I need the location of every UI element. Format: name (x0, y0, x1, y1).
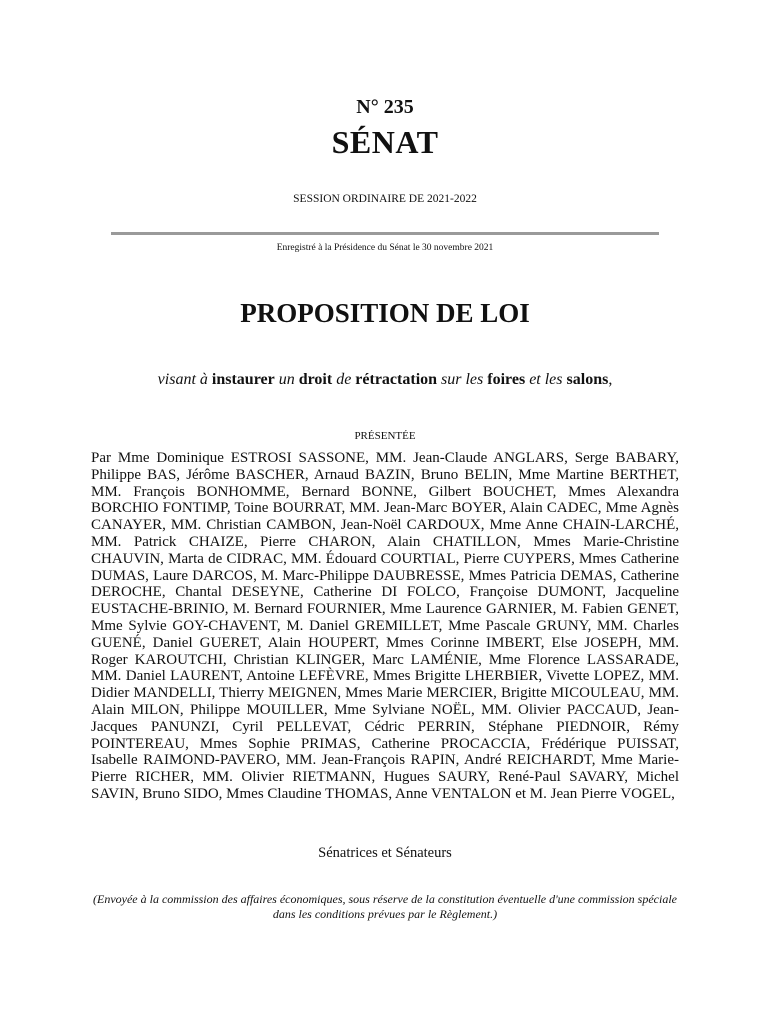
bill-number: N° 235 (356, 96, 414, 118)
session-line: SESSION ORDINAIRE DE 2021-2022 (293, 193, 477, 205)
bill-subtitle (0, 371, 770, 389)
subtitle-word: foires (487, 371, 526, 388)
subtitle-punctuation: , (608, 371, 613, 388)
presented-label: PRÉSENTÉE (354, 430, 416, 442)
subtitle-word: rétractation (355, 371, 438, 388)
subtitle-word: un (278, 371, 295, 388)
authors-paragraph: Par Mme Dominique ESTROSI SASSONE, MM. Jean-Claude ANGLARS, Serge BABARY, Philippe BAS, Jérôme BASCHER, Arnaud BAZIN, Bruno BELIN, Mme Martine BERTHET, MM. François BONHOMME, Bernard BONNE, Gilbert BOUCHET, Mmes Alexandra BORCHIO FONTIMP, Toine BOURRAT, MM. Jean-Marc BOYER, Alain CADEC, Mme Agnès CANAYER, MM. Christian CAMBON, Jean-Noël CARDOUX, Mme Anne CHAIN-LARCHÉ, MM. Patrick CHAIZE, Pierre CHARON, Alain CHATILLON, Mmes Marie-Christine CHAUVIN, Marta de CIDRAC, MM. Édouard COURTIAL, Pierre CUYPERS, Mmes Catherine DUMAS, Laure DARCOS, M. Marc-Philippe DAUBRESSE, Mmes Patricia DEMAS, Catherine DEROCHE, Chantal DESEYNE, Catherine DI FOLCO, Françoise DUMONT, Jacqueline EUSTACHE-BRINIO, M. Bernard FOURNIER, Mme Laurence GARNIER, M. Fabien GENET, Mme Sylvie GOY-CHAVENT, M. Daniel GREMILLET, Mme Pascale GRUNY, MM. Charles GUENÉ, Daniel GUERET, Alain HOUPERT, Mmes Corinne IMBERT, Else JOSEPH, MM. Roger KAROUTCHI, Christian KLINGER, Marc LAMÉNIE, Mme Florence LASSARADE, MM. Daniel LAURENT, Antoine LEFÈVRE, Mmes Brigitte LHERBIER, Vivette LOPEZ, MM. Didier MANDELLI, Thierry MEIGNEN, Mmes Marie MERCIER, Brigitte MICOULEAU, MM. Alain MILON, Philippe MOUILLER, Mme Sylviane NOËL, MM. Olivier PACCAUD, Jean-Jacques PANUNZI, Cyril PELLEVAT, Cédric PERRIN, Stéphane PIEDNOIR, Rémy POINTEREAU, Mmes Sophie PRIMAS, Catherine PROCACCIA, Frédérique PUISSAT, Isabelle RAIMOND-PAVERO, MM. Jean-François RAPIN, André REICHARDT, Mme Marie-Pierre RICHER, MM. Olivier RIETMANN, Hugues SAURY, René-Paul SAVARY, Michel SAVIN, Bruno SIDO, Mmes Claudine THOMAS, Anne VENTALON et M. Jean Pierre VOGEL, (91, 450, 679, 802)
closing-line: Sénatrices et Sénateurs (318, 845, 452, 861)
subtitle-word: droit (298, 371, 333, 388)
subtitle-word: visant à (157, 371, 208, 388)
subtitle-word: sur les (441, 371, 484, 388)
chamber-title: SÉNAT (331, 124, 439, 160)
subtitle-word: instaurer (211, 371, 275, 388)
subtitle-word: et les (529, 371, 563, 388)
subtitle-word: salons (566, 371, 609, 388)
document-type-title: PROPOSITION DE LOI (240, 298, 530, 328)
subtitle-word: de (336, 371, 352, 388)
horizontal-rule (111, 232, 659, 235)
registration-line: Enregistré à la Présidence du Sénat le 30 novembre 2021 (276, 243, 494, 253)
referral-note: (Envoyée à la commission des affaires économiques, sous réserve de la constitution éventuelle d'une commission spéciale dans les conditions prévues par le Règlement.) (93, 892, 677, 921)
